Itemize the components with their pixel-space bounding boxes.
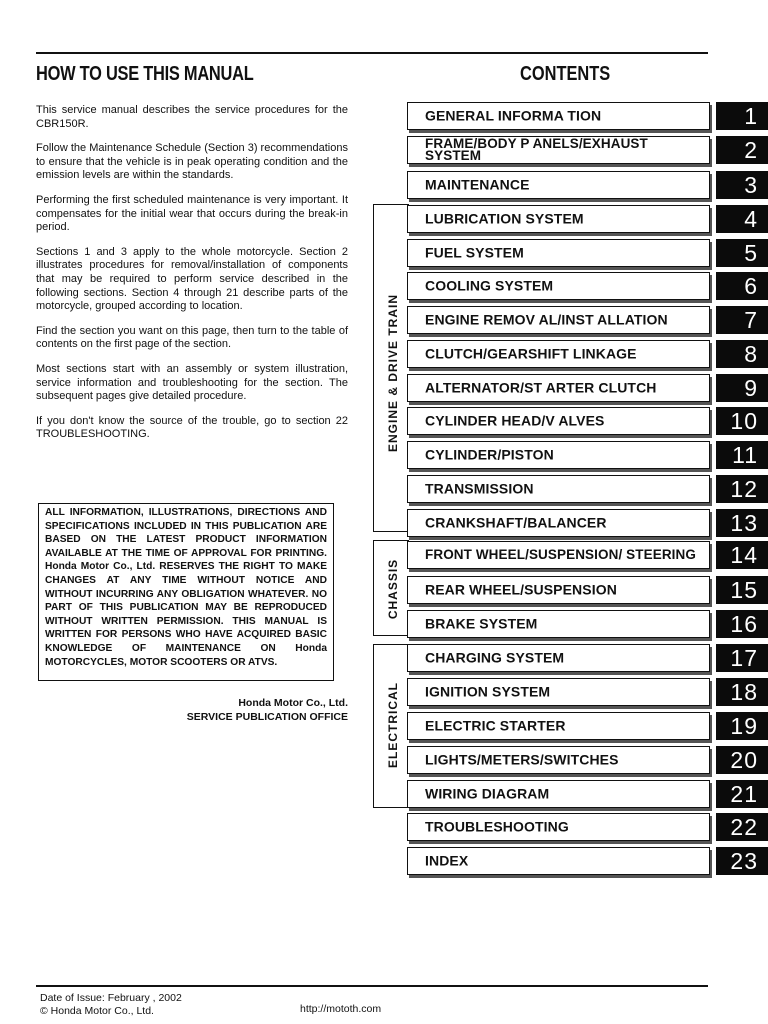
disclaimer-box: ALL INFORMATION, ILLUSTRATIONS, DIRECTIONS AND SPECIFICATIONS INCLUDED IN THIS PUBLICATION ARE BASED ON THE LATEST PRODUCT INFORMATION AVAILABLE AT THE TIME OF APPROVAL FOR PRINTING. Honda Motor Co., Ltd. RESERVES THE RIGHT TO MAKE CHANGES AT ANY TIME WITHOUT NOTICE AND WITHOUT INCURRING ANY OBLIGATION WHATEVER. NO PART OF THIS PUBLICATION MAY BE REPRODUCED WITHOUT WRITTEN PERMISSION. THIS MANUAL IS WRITTEN FOR PERSONS WHO HAVE ACQUIRED BASIC KNOWLEDGE OF MAINTENANCE ON Honda MOTORCYCLES, MOTOR SCOOTERS OR ATVS. <box>38 503 334 681</box>
toc-entry-label: FRAME/BODY P ANELS/EXHAUST SYSTEM <box>425 136 648 163</box>
toc-entry[interactable] <box>407 712 710 740</box>
publisher-office: SERVICE PUBLICATION OFFICE <box>186 710 348 723</box>
toc-entry[interactable] <box>407 678 710 706</box>
group-label-electrical: ELECTRICAL <box>386 682 400 768</box>
section-number-tab[interactable]: 17 <box>716 644 768 672</box>
section-number-tab[interactable]: 1 <box>716 102 768 130</box>
toc-entry[interactable] <box>407 475 710 503</box>
toc-entry-label: WIRING DIAGRAM <box>425 785 550 802</box>
intro-paragraph: This service manual describes the service procedures for the CBR150R. <box>36 104 348 130</box>
toc-entry-label: BRAKE SYSTEM <box>425 615 538 632</box>
toc-entry[interactable] <box>407 509 710 537</box>
section-number-tab[interactable]: 23 <box>716 847 768 875</box>
issue-date: Date of Issue: February , 2002 <box>40 992 182 1004</box>
intro-paragraph: Follow the Maintenance Schedule (Section 3) recommendations to ensure that the vehicle is in peak operating condition and the emission levels are within the standards. <box>36 142 348 182</box>
section-number-tab[interactable]: 5 <box>716 239 768 267</box>
section-number-tab[interactable]: 18 <box>716 678 768 706</box>
toc-entry[interactable] <box>407 306 710 334</box>
intro-paragraph: Sections 1 and 3 apply to the whole motorcycle. Section 2 illustrates procedures for removal/installation of components that may be required to perform service described in the following sections. Section 4 through 21 describe parts of the motorcycle, grouped according to location. <box>36 245 348 313</box>
bottom-rule <box>36 985 708 987</box>
section-number-tab[interactable]: 19 <box>716 712 768 740</box>
toc-entry-label: CHARGING SYSTEM <box>425 649 565 666</box>
toc-entry-label: LUBRICATION SYSTEM <box>425 210 584 227</box>
page-title: HOW TO USE THIS MANUAL <box>36 63 254 85</box>
toc-entry-label: MAINTENANCE <box>425 176 530 193</box>
toc-entry-label: CLUTCH/GEARSHIFT LINKAGE <box>425 345 637 362</box>
section-number-tab[interactable]: 8 <box>716 340 768 368</box>
toc-entry-label: GENERAL INFORMA TION <box>425 107 602 124</box>
toc-entry-label: ALTERNATOR/ST ARTER CLUTCH <box>425 379 657 396</box>
toc-entry-label: TROUBLESHOOTING <box>425 818 569 835</box>
intro-paragraph: Most sections start with an assembly or system illustration, service information and troubleshooting for the section. The subsequent pages give detailed procedure. <box>36 362 348 403</box>
toc-entry[interactable] <box>407 541 710 569</box>
section-number-tab[interactable]: 16 <box>716 610 768 638</box>
toc-entry[interactable] <box>407 205 710 233</box>
section-number-tab[interactable]: 3 <box>716 171 768 199</box>
toc-entry[interactable] <box>407 813 710 841</box>
intro-paragraph: Find the section you want on this page, then turn to the table of contents on the first page of the section. <box>36 324 348 351</box>
toc-entry[interactable] <box>407 239 710 267</box>
section-number-tab[interactable]: 10 <box>716 407 768 435</box>
section-number-tab[interactable]: 11 <box>716 441 768 469</box>
toc-entry[interactable] <box>407 340 710 368</box>
section-number-tab[interactable]: 9 <box>716 374 768 402</box>
toc-entry[interactable] <box>407 576 710 604</box>
toc-entry[interactable] <box>407 610 710 638</box>
intro-paragraph: Performing the first scheduled maintenance is very important. It compensates for the initial wear that occurs during the break-in period. <box>36 193 348 234</box>
footer-issue-block <box>40 992 182 1018</box>
top-rule <box>36 52 708 54</box>
group-label-engine: ENGINE & DRIVE TRAIN <box>386 294 400 453</box>
section-number-tab[interactable]: 7 <box>716 306 768 334</box>
toc-entry-label: FRONT WHEEL/SUSPENSION/ STEERING <box>425 547 696 562</box>
section-number-tab[interactable]: 6 <box>716 272 768 300</box>
section-number-tab[interactable]: 22 <box>716 813 768 841</box>
toc-entry-label: ELECTRIC STARTER <box>425 717 566 734</box>
copyright: © Honda Motor Co., Ltd. <box>40 1005 154 1017</box>
section-number-tab[interactable]: 15 <box>716 576 768 604</box>
toc-entry-label: TRANSMISSION <box>425 480 534 497</box>
intro-paragraph: If you don't know the source of the trouble, go to section 22 TROUBLESHOOTING. <box>36 414 348 441</box>
toc-entry[interactable] <box>407 780 710 808</box>
toc-entry[interactable] <box>407 847 710 875</box>
toc-entry-label: CYLINDER/PISTON <box>425 446 554 463</box>
section-number-tab[interactable]: 12 <box>716 475 768 503</box>
toc-entry[interactable] <box>407 441 710 469</box>
toc-entry[interactable] <box>407 407 710 435</box>
toc-entry-label: CRANKSHAFT/BALANCER <box>425 514 607 531</box>
toc-entry[interactable] <box>407 272 710 300</box>
toc-entry-label: INDEX <box>425 852 469 869</box>
toc-entry[interactable] <box>407 746 710 774</box>
toc-entry[interactable] <box>407 136 710 164</box>
toc-entry-label: FUEL SYSTEM <box>425 244 524 261</box>
toc-entry-label: LIGHTS/METERS/SWITCHES <box>425 751 619 768</box>
toc-entry-label: IGNITION SYSTEM <box>425 683 551 700</box>
contents-title: CONTENTS <box>520 63 611 85</box>
toc-entry-label: CYLINDER HEAD/V ALVES <box>425 412 605 429</box>
group-label-chassis: CHASSIS <box>386 558 400 620</box>
section-number-tab[interactable]: 21 <box>716 780 768 808</box>
toc-entry[interactable] <box>407 171 710 199</box>
section-number-tab[interactable]: 4 <box>716 205 768 233</box>
section-number-tab[interactable]: 2 <box>716 136 768 164</box>
toc-entry[interactable] <box>407 644 710 672</box>
toc-entry[interactable] <box>407 102 710 130</box>
toc-entry-label: COOLING SYSTEM <box>425 277 554 294</box>
toc-entry[interactable] <box>407 374 710 402</box>
publisher-block <box>120 697 348 724</box>
section-number-tab[interactable]: 13 <box>716 509 768 537</box>
intro-text <box>36 104 348 453</box>
toc-entry-label: ENGINE REMOV AL/INST ALLATION <box>425 311 668 328</box>
section-number-tab[interactable]: 14 <box>716 541 768 569</box>
footer-url: http://mototh.com <box>300 1003 382 1015</box>
toc-entry-label: REAR WHEEL/SUSPENSION <box>425 581 617 598</box>
publisher-name: Honda Motor Co., Ltd. <box>238 697 348 709</box>
section-number-tab[interactable]: 20 <box>716 746 768 774</box>
